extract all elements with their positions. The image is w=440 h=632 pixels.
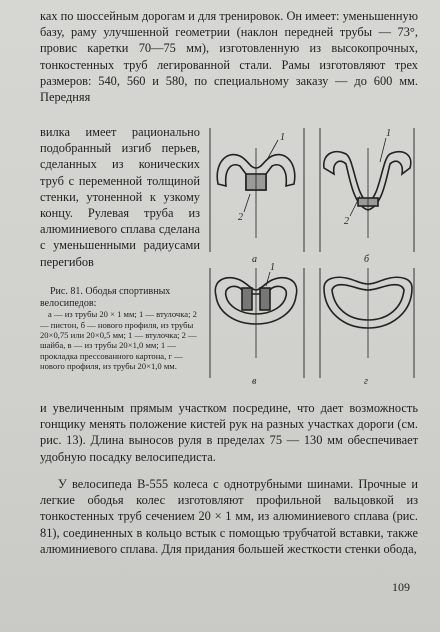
profile-a — [217, 140, 295, 238]
rim-profiles-drawing — [206, 128, 418, 392]
profile-g — [324, 268, 412, 358]
label-g: г — [364, 376, 368, 387]
label-a: а — [252, 254, 257, 265]
paragraph-top: ках по шоссейным дорогам и для тренировок. Он имеет: уменьшенную базу, раму улучшенной геометрии (наклон передней трубы — 73°, провис каретки 70—75 мм), изготовленную из высокопрочных, тонкостенных труб легированной стали. Рамы изготовляют трех размеров: 540, 560 и 580, по специальному заказу — до 600 мм. Передняя — [40, 9, 418, 105]
label-b-2: 2 — [344, 216, 349, 227]
paragraph-wrapped: вилка имеет рационально подобранный изгиб перьев, сделанных из конических труб с переменной толщиной стенки, утоненной к узкому концу. Рулевая труба из алюминиевого сплава сделана с уменьшенными радиусами перегибов — [40, 125, 200, 269]
label-b: б — [364, 254, 370, 265]
profile-b — [324, 138, 411, 238]
label-a-1: 1 — [280, 132, 285, 143]
caption-body: а — из трубы 20 × 1 мм; 1 — втулочка; 2 — пистон, б — нового профиля, из трубы 20×0,75 или 20×0,5 мм; 1 — втулочка; 2 — шайба, в — из трубы 20×1,0 мм; 1 — прокладка прессованного картона, г — нового профиля, из трубы 20×1,0 мм. — [40, 309, 197, 372]
caption-title: Рис. 81. Ободья спортивных велосипедов: — [40, 286, 171, 309]
label-a-2: 2 — [238, 212, 243, 223]
label-b-1: 1 — [386, 128, 391, 139]
figure-81-rim-profiles — [206, 128, 418, 392]
page-number: 109 — [392, 580, 410, 594]
paragraph-last: У велосипеда В-555 колеса с однотрубными шинами. Прочные и легкие ободья колес изготовляют профильной вальцовкой из тонкостенных труб сечением 20 × 1 мм, из алюминиевого сплава (рис. 81), соединенных в кольцо встык с помощью трубчатой вставки, также алюминиевого сплава. Для придания большей жесткости стенки обода, — [40, 477, 418, 556]
paragraph-after-figure: и увеличенным прямым участком посредине, что дает возможность гонщику менять положение кистей рук на разных участках дороги (см. рис. 13). Длина выносов руля в пределах 75 — 130 мм обеспечивает удобную посадку велосипедиста. — [40, 401, 418, 464]
figure-caption — [40, 286, 200, 372]
label-v-1: 1 — [270, 262, 275, 273]
profile-v — [215, 268, 296, 358]
label-v: в — [252, 376, 257, 387]
